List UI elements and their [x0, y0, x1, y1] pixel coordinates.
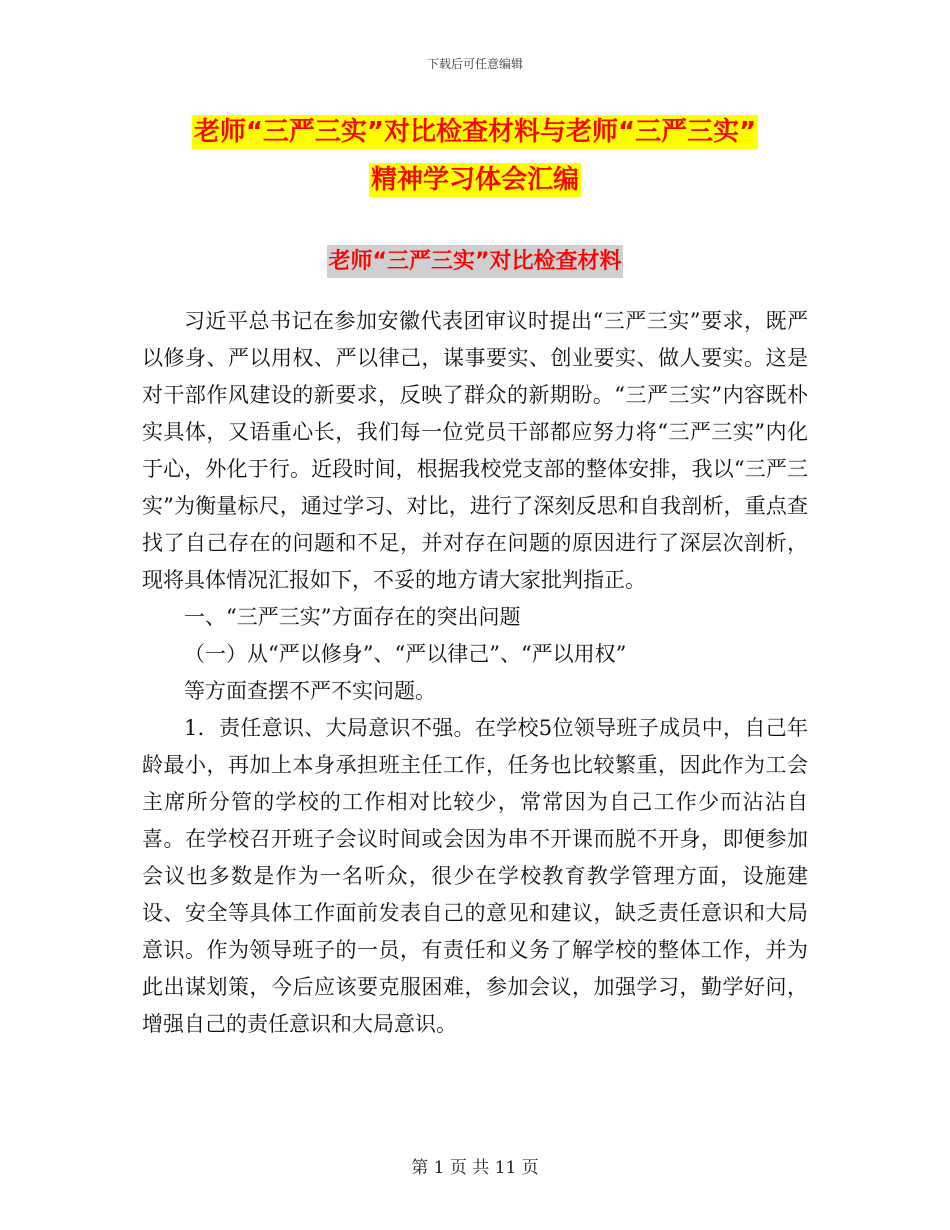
page-number: 第 1 页 共 11 页	[411, 1158, 539, 1178]
section-title	[0, 244, 950, 275]
paragraph-intro: 习近平总书记在参加安徽代表团审议时提出“三严三实”要求，既严以修身、严以用权、严以律己，谋事要实、创业要实、做人要实。这是对干部作风建设的新要求，反映了群众的新期盼。“三严三实”内容既朴实具体，又语重心长，我们每一位党员干部都应努力将“三严三实”内化于心，外化于行。近段时间，根据我校党支部的整体安排，我以“三严三实”为衡量标尺，通过学习、对比，进行了深刻反思和自我剖析，重点查找了自己存在的问题和不足，并对存在问题的原因进行了深层次剖析，现将具体情况汇报如下，不妥的地方请大家批判指正。	[142, 309, 808, 592]
subheading-1-cont: 等方面查摆不严不实问题。	[184, 679, 436, 703]
document-body	[142, 303, 808, 1043]
paragraph-item-1: 1．责任意识、大局意识不强。在学校5位领导班子成员中，自己年龄最小，再加上本身承担班主任工作，任务也比较繁重，因此作为工会主席所分管的学校的工作相对比较少，常常因为自己工作少而沾沾自喜。在学校召开班子会议时间或会因为串不开课而脱不开身，即便参加会议也多数是作为一名听众，很少在学校教育教学管理方面，设施建设、安全等具体工作面前发表自己的意见和建议，缺乏责任意识和大局意识。作为领导班子的一员，有责任和义务了解学校的整体工作，并为此出谋划策，今后应该要克服困难，参加会议，加强学习，勤学好问，增强自己的责任意识和大局意识。	[142, 716, 808, 1036]
title-line-1: 老师“三严三实”对比检查材料与老师“三严三实”	[193, 117, 757, 147]
document-title	[0, 108, 950, 204]
subheading-1: （一）从“严以修身”、“严以律己”、“严以用权”	[184, 642, 627, 666]
header-note: 下载后可任意编辑	[426, 57, 523, 71]
heading-problems: 一、“三严三实”方面存在的突出问题	[184, 605, 521, 629]
section-title-text: 老师“三严三实”对比检查材料	[327, 245, 624, 278]
title-line-2: 精神学习体会汇编	[370, 165, 579, 195]
